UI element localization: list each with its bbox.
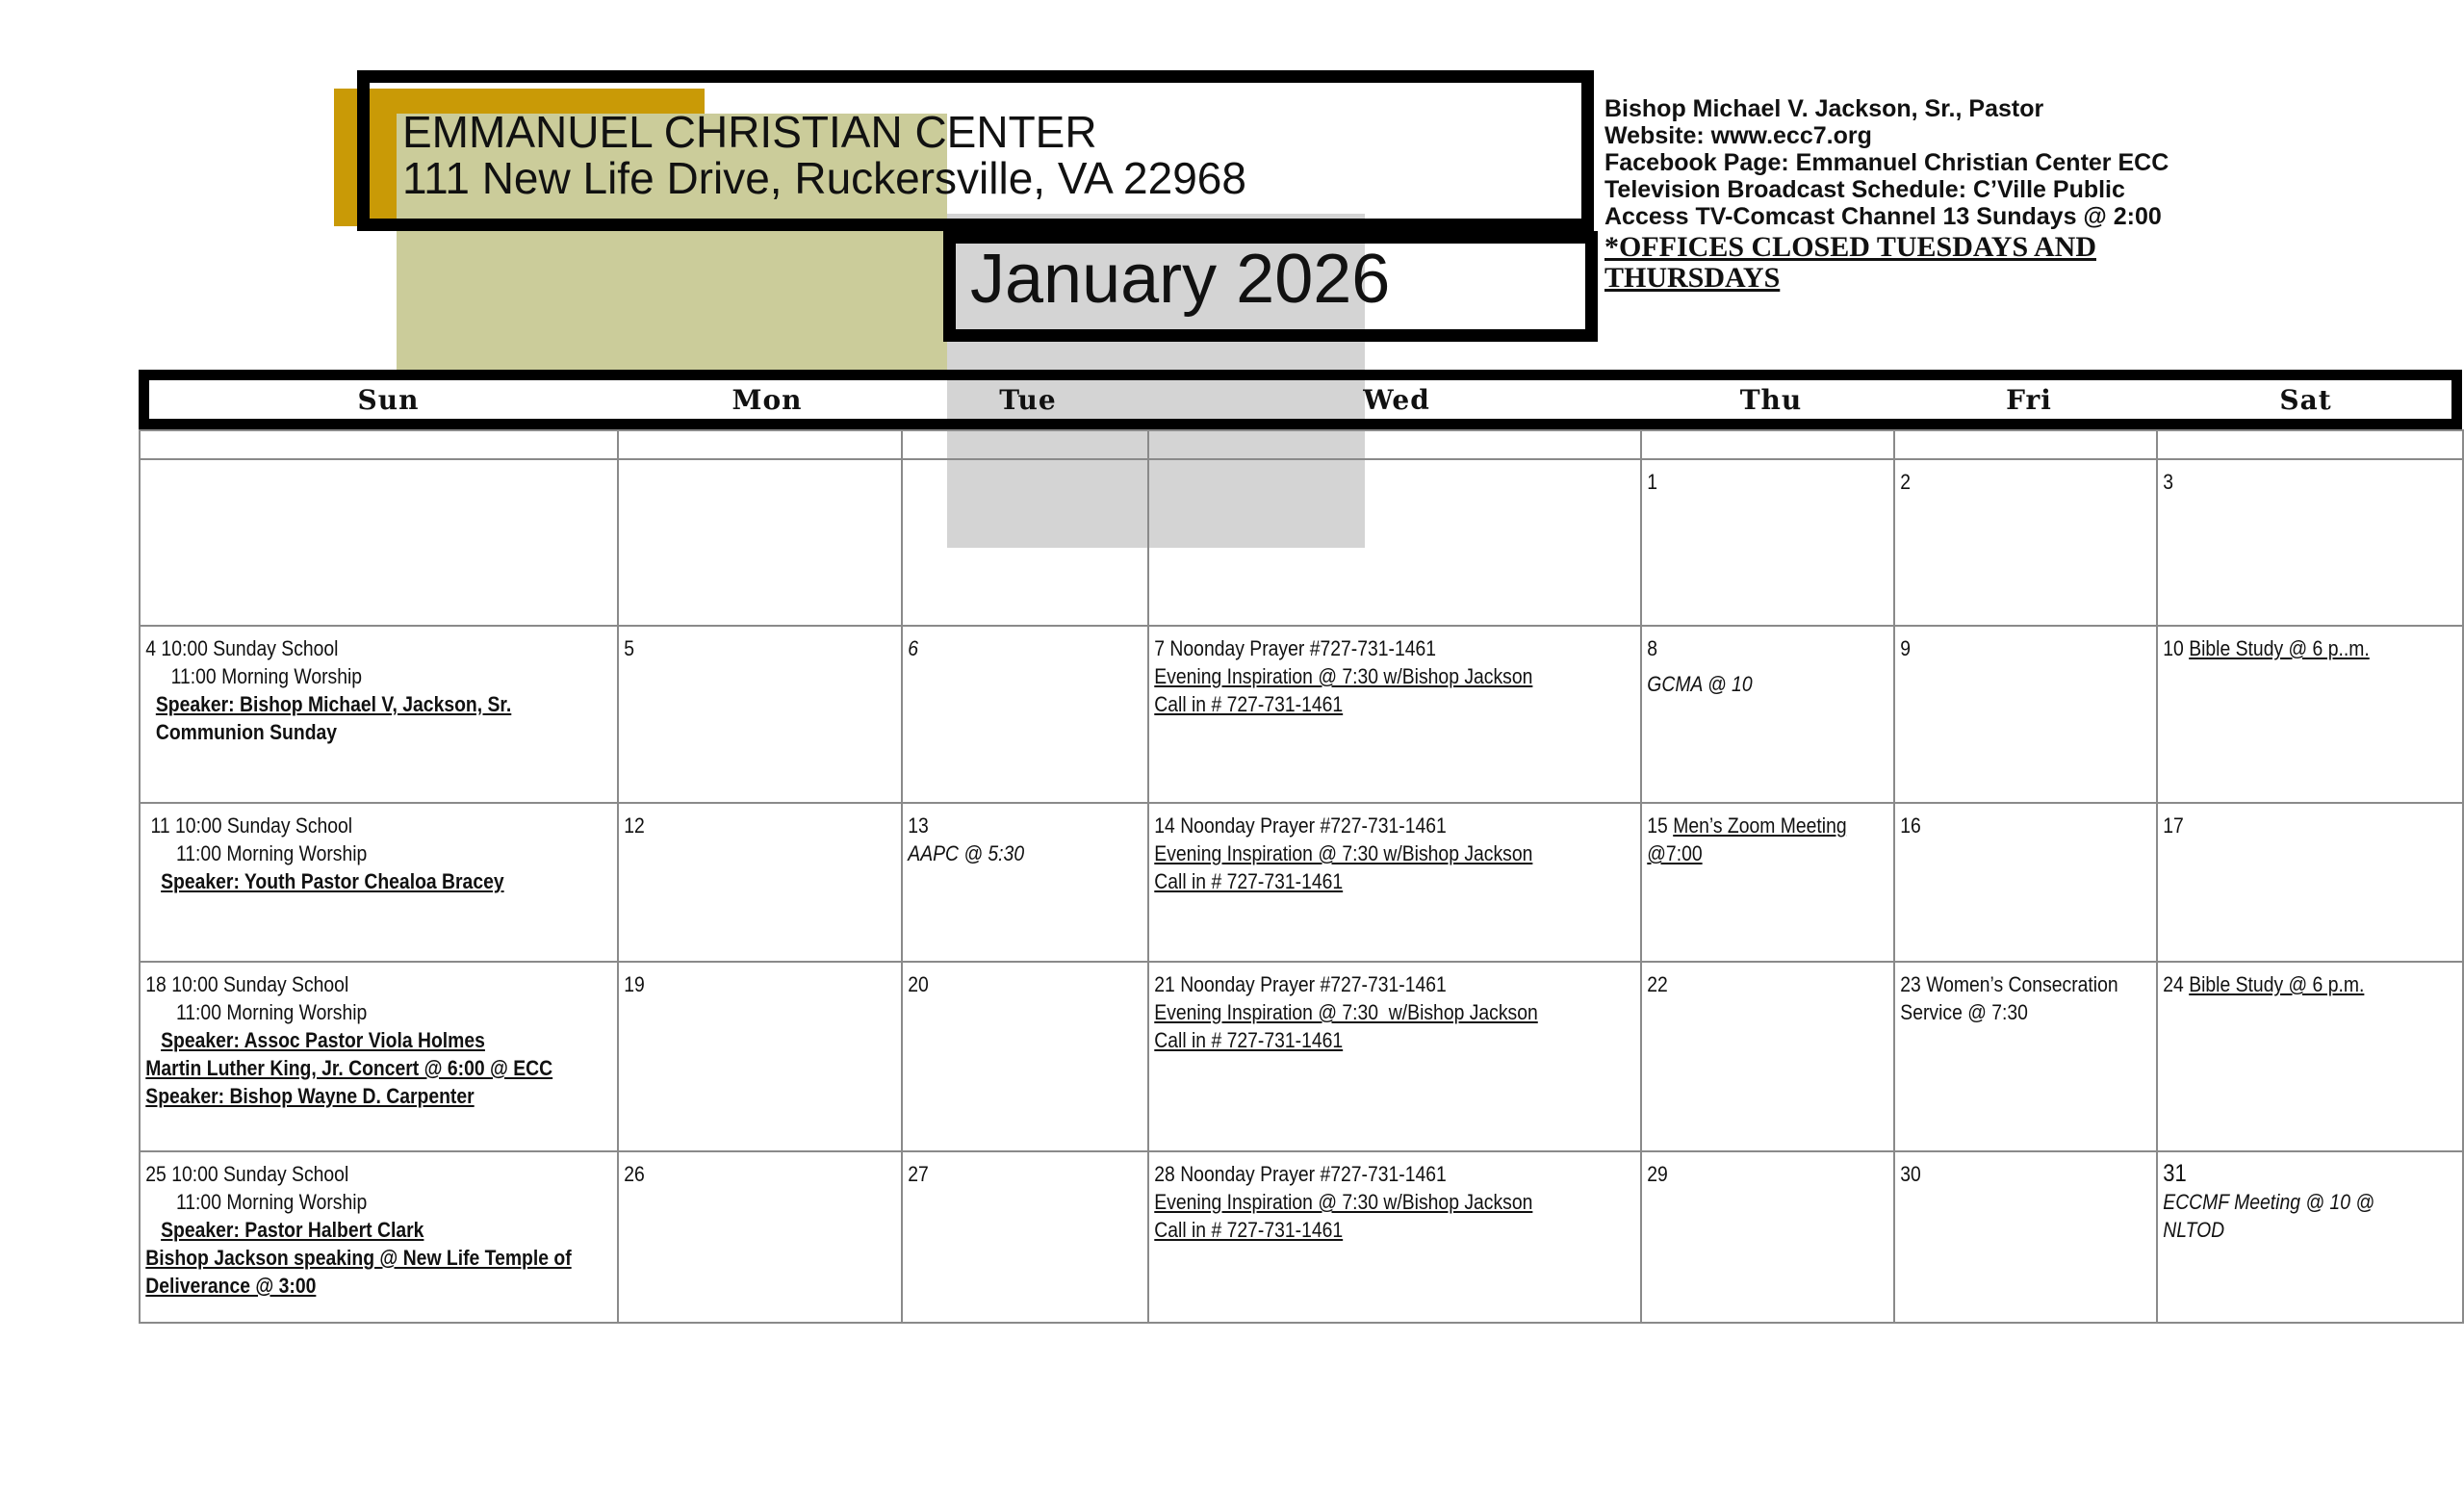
event-line: 11:00 Morning Worship <box>175 1000 368 1024</box>
day-cell <box>140 626 618 803</box>
day-cell <box>1148 459 1641 626</box>
day-cell <box>618 962 902 1151</box>
event-line: Call in # 727-731-1461 <box>1154 692 1344 716</box>
day-number: 9 <box>1900 636 1912 660</box>
week-row-3 <box>140 803 2463 962</box>
day-cell <box>1148 1151 1641 1323</box>
day-cell <box>618 430 902 459</box>
event-line: ECCMF Meeting @ 10 @ <box>2163 1190 2374 1214</box>
day-number: 16 <box>1900 813 1921 838</box>
week-row-1 <box>140 459 2463 626</box>
day-number: 17 <box>2163 813 2184 838</box>
org-name: EMMANUEL CHRISTIAN CENTER <box>402 107 1097 157</box>
day-number: 31 <box>2163 1160 2187 1187</box>
day-number: 22 <box>1647 972 1668 996</box>
day-cell <box>902 962 1148 1151</box>
day-cell <box>1641 626 1894 803</box>
day-cell <box>902 430 1148 459</box>
tv-schedule-line-1: Television Broadcast Schedule: C’Ville Public <box>1604 176 2125 203</box>
day-cell <box>902 626 1148 803</box>
event-line: 11:00 Morning Worship <box>175 1190 368 1214</box>
day-number: 24 <box>2163 972 2190 996</box>
church-info <box>1604 95 2451 294</box>
day-cell <box>1894 1151 2157 1323</box>
event-line: Evening Inspiration @ 7:30 w/Bishop Jackson <box>1154 841 1533 865</box>
day-cell <box>1641 1151 1894 1323</box>
event-line: Bible Study @ 6 p..m. <box>2189 636 2370 660</box>
day-cell <box>1641 803 1894 962</box>
day-cell <box>2157 1151 2463 1323</box>
day-cell <box>1148 626 1641 803</box>
weekday-header <box>139 370 2462 429</box>
offices-closed-notice: *OFFICES CLOSED TUESDAYS AND THURSDAYS <box>1604 231 2096 294</box>
day-number: 5 <box>624 636 635 660</box>
event-line: 4 10:00 Sunday School <box>145 636 339 660</box>
day-cell <box>1894 962 2157 1151</box>
day-cell <box>2157 459 2463 626</box>
event-line: 18 10:00 Sunday School <box>145 972 349 996</box>
weekday-thu: Thu <box>1739 383 1803 416</box>
event-line: Communion Sunday <box>155 720 338 744</box>
day-cell <box>902 803 1148 962</box>
speaker-line: Speaker: Youth Pastor Chealoa Bracey <box>161 869 504 893</box>
day-cell <box>902 1151 1148 1323</box>
tv-schedule-line-2: Access TV-Comcast Channel 13 Sundays @ 2:00 <box>1604 203 2162 230</box>
day-number: 19 <box>624 972 645 996</box>
day-number: 29 <box>1647 1162 1668 1186</box>
event-line: Bishop Jackson speaking @ New Life Temple of <box>145 1246 572 1270</box>
event-line: Call in # 727-731-1461 <box>1154 1028 1344 1052</box>
event-line: 23 Women’s Consecration <box>1900 972 2118 996</box>
day-number: 12 <box>624 813 645 838</box>
event-line: Deliverance @ 3:00 <box>145 1274 317 1298</box>
day-cell <box>1894 459 2157 626</box>
pastor-line: Bishop Michael V. Jackson, Sr., Pastor <box>1604 95 2044 122</box>
weekday-sun: Sun <box>357 383 420 416</box>
day-cell <box>1894 430 2157 459</box>
event-line: 11:00 Morning Worship <box>175 841 368 865</box>
day-cell <box>618 626 902 803</box>
website-line: Website: www.ecc7.org <box>1604 122 1872 149</box>
day-cell <box>1148 430 1641 459</box>
speaker-line: Speaker: Bishop Michael V, Jackson, Sr. <box>155 692 512 716</box>
event-line: Martin Luther King, Jr. Concert @ 6:00 @ ECC <box>145 1056 553 1080</box>
day-number: 3 <box>2163 470 2174 494</box>
day-cell <box>1641 459 1894 626</box>
day-cell <box>902 459 1148 626</box>
event-line: 14 Noonday Prayer #727-731-1461 <box>1154 813 1447 838</box>
day-number: 30 <box>1900 1162 1921 1186</box>
event-line: NLTOD <box>2163 1218 2225 1242</box>
day-cell <box>618 1151 902 1323</box>
day-cell <box>1148 962 1641 1151</box>
day-cell <box>1148 803 1641 962</box>
org-address: 111 New Life Drive, Ruckersville, VA 22968 <box>402 153 1246 203</box>
day-cell <box>1894 626 2157 803</box>
event-line: Bible Study @ 6 p.m. <box>2189 972 2365 996</box>
day-cell <box>618 459 902 626</box>
event-line: Men’s Zoom Meeting <box>1673 813 1847 838</box>
speaker-line: Speaker: Pastor Halbert Clark <box>161 1218 424 1242</box>
day-number: 1 <box>1647 470 1658 494</box>
weekday-mon: Mon <box>732 383 803 416</box>
day-cell <box>2157 803 2463 962</box>
day-number: 26 <box>624 1162 645 1186</box>
event-line: 11:00 Morning Worship <box>170 664 363 688</box>
week-row-2 <box>140 626 2463 803</box>
day-number: 20 <box>908 972 929 996</box>
event-line: 7 Noonday Prayer #727-731-1461 <box>1154 636 1437 660</box>
event-line: Evening Inspiration @ 7:30 w/Bishop Jackson <box>1154 1190 1533 1214</box>
event-line: 25 10:00 Sunday School <box>145 1162 349 1186</box>
event-line: Call in # 727-731-1461 <box>1154 869 1344 893</box>
day-cell <box>140 459 618 626</box>
event-line: Evening Inspiration @ 7:30 w/Bishop Jackson <box>1154 1000 1538 1024</box>
day-cell <box>2157 962 2463 1151</box>
day-cell <box>140 962 618 1151</box>
day-number: 2 <box>1900 470 1912 494</box>
day-number: 6 <box>908 636 919 660</box>
event-line: Call in # 727-731-1461 <box>1154 1218 1344 1242</box>
speaker-line: Speaker: Assoc Pastor Viola Holmes <box>161 1028 485 1052</box>
event-line: Evening Inspiration @ 7:30 w/Bishop Jackson <box>1154 664 1533 688</box>
calendar-grid <box>139 429 2464 1324</box>
event-line: AAPC @ 5:30 <box>908 841 1025 865</box>
day-cell <box>140 803 618 962</box>
event-line: 28 Noonday Prayer #727-731-1461 <box>1154 1162 1447 1186</box>
speaker-line: Speaker: Bishop Wayne D. Carpenter <box>145 1084 475 1108</box>
event-line: 11 10:00 Sunday School <box>150 813 353 838</box>
day-cell <box>1641 430 1894 459</box>
day-number: 8 <box>1647 636 1658 660</box>
day-number: 15 <box>1647 813 1674 838</box>
day-cell <box>2157 626 2463 803</box>
month-title: January 2026 <box>970 241 1391 318</box>
day-cell <box>2157 430 2463 459</box>
event-line: Service @ 7:30 <box>1900 1000 2028 1024</box>
facebook-line: Facebook Page: Emmanuel Christian Center ECC <box>1604 149 2169 176</box>
event-line: @7:00 <box>1647 841 1703 865</box>
day-cell <box>618 803 902 962</box>
weekday-fri: Fri <box>2006 383 2052 416</box>
calendar-spacer-row <box>140 430 2463 459</box>
day-number: 13 <box>908 813 929 838</box>
day-cell <box>140 1151 618 1323</box>
day-number: 27 <box>908 1162 929 1186</box>
weekday-sat: Sat <box>2279 383 2332 416</box>
day-cell <box>140 430 618 459</box>
weekday-wed: Wed <box>1363 383 1430 416</box>
day-cell <box>1641 962 1894 1151</box>
weekday-tue: Tue <box>999 383 1057 416</box>
week-row-4 <box>140 962 2463 1151</box>
week-row-5 <box>140 1151 2463 1323</box>
day-number: 10 <box>2163 636 2190 660</box>
event-line: GCMA @ 10 <box>1647 672 1753 696</box>
event-line: 21 Noonday Prayer #727-731-1461 <box>1154 972 1447 996</box>
day-cell <box>1894 803 2157 962</box>
